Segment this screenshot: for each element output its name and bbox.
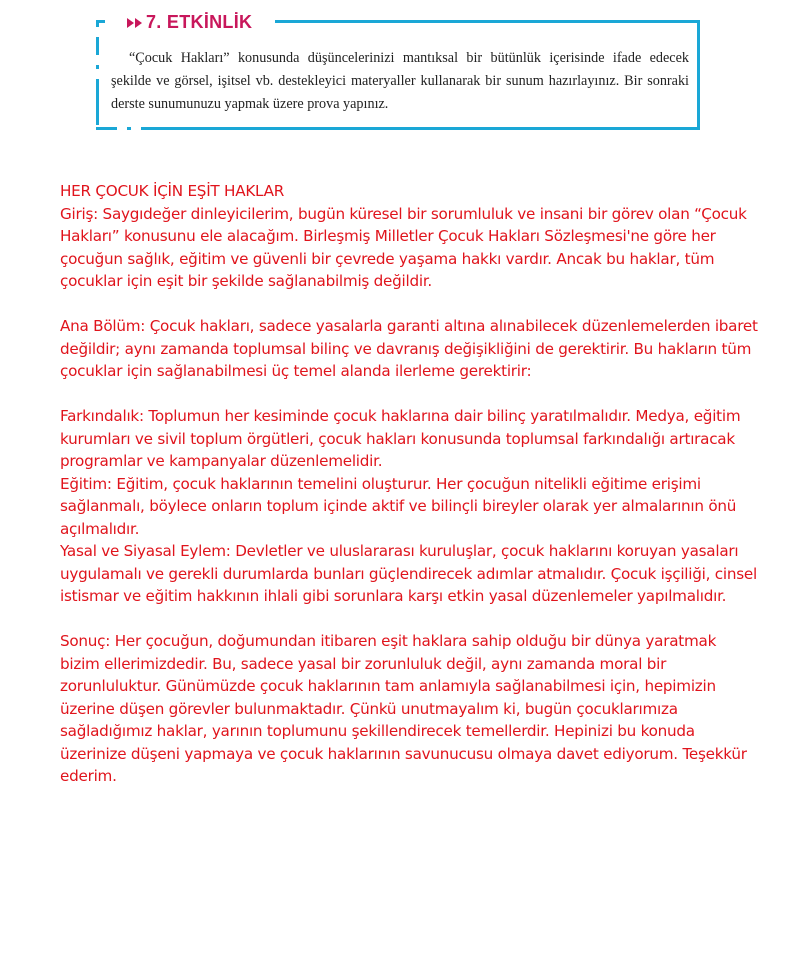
legal-action-paragraph: Yasal ve Siyasal Eylem: Devletler ve uluslararası kuruluşlar, çocuk haklarını koruyan yasaları uygulamalı ve gerekli durumlarda bunları güçlendirecek adımlar atmalıdır. Çocuk işçiliği, cinsel istismar ve eğitim hakkının ihlali gibi sorunlara karşı etkin yasal düzenlemeler yapılmalıdır.: [60, 542, 757, 605]
activity-instructions: “Çocuk Hakları” konusunda düşüncelerinizi mantıksal bir bütünlük içerisinde ifade edecek şekilde ve görsel, işitsel vb. destekleyici materyaller kullanarak bir sunum hazırlayınız. Bir sonraki derste sunumunuzu yapmak üzere prova yapınız.: [111, 50, 689, 112]
conclusion-paragraph: Sonuç: Her çocuğun, doğumundan itibaren eşit haklara sahip olduğu bir dünya yaratmak bizim ellerimizdedir. Bu, sadece yasal bir zorunluluk değil, aynı zamanda moral bir zorunluluktur. Günümüzde çocuk haklarının tam anlamıyla sağlanabilmesi için, hepimizin üzerine düşen görevler bulunmaktadır. Çünkü unutmayalım ki, bugün çocuklarımıza sağladığımız haklar, yarının toplumunu şekillendirecek temellerdir. Hepinizi bu konuda üzerinize düşeni yapmaya ve çocuk haklarının savunucusu olmaya davet ediyorum. Teşekkür ederim.: [60, 632, 747, 785]
activity-box: [96, 12, 700, 130]
activity-title: 7. ETKİNLİK: [146, 12, 253, 32]
awareness-paragraph: Farkındalık: Toplumun her kesiminde çocuk haklarına dair bilinç yaratılmalıdır. Medya, eğitim kurumları ve sivil toplum örgütleri, çocuk hakları konusunda toplumsal farkındalığı artıracak programlar ve kampanyalar düzenlemelidir.: [60, 407, 741, 470]
intro-paragraph: Giriş: Saygıdeğer dinleyicilerim, bugün küresel bir sorumluluk ve insani bir görev olan “Çocuk Hakları” konusunu ele alacağım. Birleşmiş Milletler Çocuk Hakları Sözleşmesi'ne göre her çocuğun sağlık, eğitim ve güvenli bir çevrede yaşama hakkı vardır. Ancak bu haklar, tüm çocuklar için eşit bir şekilde sağlanabilmiş değildir.: [60, 204, 747, 290]
activity-heading: [123, 12, 256, 33]
education-paragraph: Eğitim: Eğitim, çocuk haklarının temelini oluşturur. Her çocuğun nitelikli eğitime erişimi sağlanmalı, böylece onların toplum içinde aktif ve bilinçli bireyler olarak yer almalarının önü açılmalıdır.: [60, 474, 737, 538]
main-section-paragraph: Ana Bölüm: Çocuk hakları, sadece yasalarla garanti altına alınabilecek düzenlemelerden ibaret değildir; aynı zamanda toplumsal bilinç ve davranış değişikliğini de gerektirir. Bu hakların tüm çocuklar için sağlanabilmesi üç temel alanda ilerleme gerektirir:: [60, 317, 758, 380]
dashed-border: [96, 23, 99, 127]
speech-answer: [60, 180, 760, 788]
double-chevron-right-icon: [127, 18, 142, 28]
speech-title: HER ÇOCUK İÇİN EŞİT HAKLAR: [60, 182, 285, 200]
